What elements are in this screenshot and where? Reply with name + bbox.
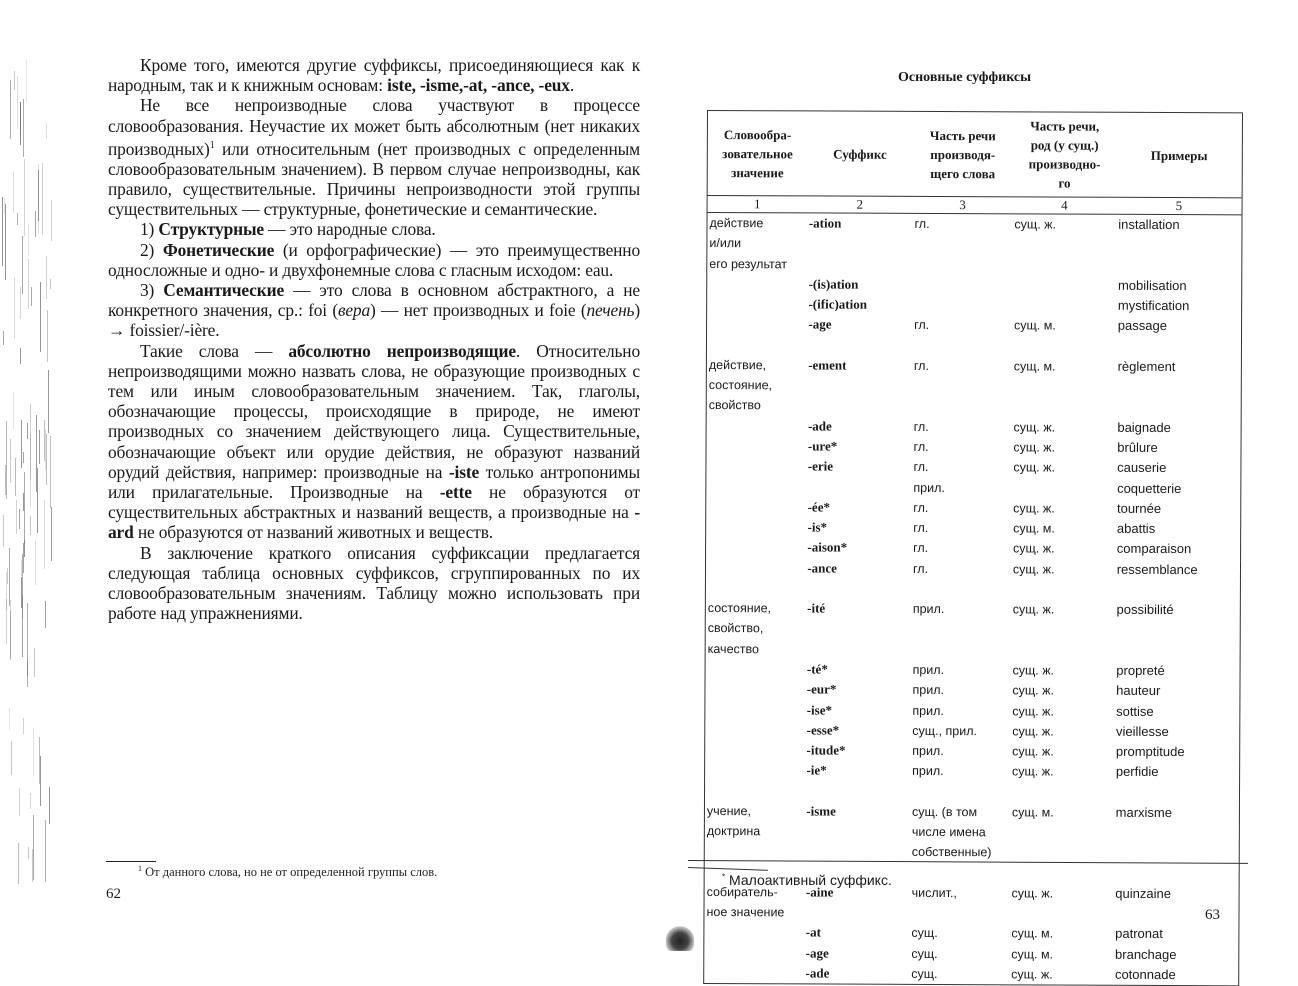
cell-suffix: -is* <box>805 518 911 539</box>
cell-pos: гл. <box>912 213 1012 275</box>
cell-suffix: -ée* <box>806 497 912 518</box>
cell-gender: сущ. ж. <box>1011 498 1115 519</box>
cell-gender: сущ. м. <box>1011 518 1115 539</box>
cell-example: causerie <box>1115 458 1241 479</box>
table-row <box>705 679 1240 702</box>
cell-suffix <box>806 477 912 498</box>
cell-meaning: состояние, свойство, качество <box>705 598 805 659</box>
cell-suffix: -ise* <box>805 700 911 721</box>
cell-meaning <box>705 740 805 761</box>
cell-suffix: -ation <box>807 213 913 275</box>
paragraph <box>108 280 640 341</box>
cell-meaning: учение, доктрина <box>704 801 804 862</box>
cell-gender: сущ. ж. <box>1009 964 1113 985</box>
cell-meaning <box>705 720 805 741</box>
cell-pos: гл. <box>911 498 1011 519</box>
cell-gender: сущ. м. <box>1012 356 1116 417</box>
text-segment: 1) <box>140 219 158 239</box>
text-segment: только антропонимы или прилагательные. Производные на <box>108 462 640 502</box>
table-row <box>707 274 1242 297</box>
text-segment: не образуются от существительных абстрактных и названий веществ, а производные на <box>108 482 640 522</box>
cell-suffix: -age <box>804 943 910 964</box>
asterisk-note-text: Малоактивный суффикс. <box>725 872 892 888</box>
cell-gender: сущ. ж. <box>1011 599 1115 660</box>
cell-example: vieillesse <box>1114 722 1240 743</box>
cell-suffix: -ade <box>806 416 912 437</box>
column-header: Часть речи, род (у сущ.) производно- го <box>1013 112 1117 197</box>
cell-suffix: -ure* <box>806 436 912 457</box>
cell-example: cotonnade <box>1113 965 1239 986</box>
cell-suffix: -ement <box>806 355 912 416</box>
suffix-table <box>703 110 1243 986</box>
cell-suffix: -eur* <box>805 680 911 701</box>
cell-pos: гл. <box>912 315 1012 336</box>
footnote-marker: 1 <box>138 864 142 873</box>
cell-example: coquetterie <box>1115 478 1241 499</box>
cell-pos: сущ. <box>909 964 1009 985</box>
cell-example: abattis <box>1115 519 1241 540</box>
cell-gender: сущ. ж. <box>1010 741 1114 762</box>
column-number: 3 <box>913 196 1013 213</box>
scan-smudge <box>666 926 694 951</box>
cell-suffix: -ade <box>804 963 910 984</box>
cell-meaning <box>707 274 807 295</box>
cell-meaning <box>704 963 804 984</box>
cell-gender: сущ. ж. <box>1011 559 1115 580</box>
column-number: 1 <box>707 196 807 213</box>
text-segment: не образуются от названий животных и веществ. <box>134 522 493 542</box>
cell-pos: гл. <box>911 559 1011 580</box>
table-header-row <box>707 111 1242 198</box>
cell-suffix: -esse* <box>805 720 911 741</box>
text-segment: . <box>570 75 574 95</box>
table-row <box>704 882 1239 925</box>
cell-gender: сущ. ж. <box>1011 417 1115 438</box>
cell-meaning: действие и/или его результат <box>707 213 807 275</box>
cell-pos: прил. <box>911 599 1011 660</box>
cell-suffix: -ité <box>805 598 911 659</box>
text-segment: Фонетические <box>163 240 274 260</box>
cell-gender: сущ. м. <box>1012 316 1116 337</box>
cell-example: installation <box>1116 214 1242 276</box>
table-row <box>706 497 1241 520</box>
column-header: Примеры <box>1116 112 1242 198</box>
cell-example: promptitude <box>1114 742 1240 763</box>
column-number: 5 <box>1116 197 1242 215</box>
table-row <box>706 416 1241 439</box>
group-spacer <box>705 578 1240 600</box>
text-segment: 3) <box>140 280 163 300</box>
cell-pos <box>912 275 1012 296</box>
cell-meaning: собиратель- ное значение <box>704 882 804 923</box>
text-segment: вера <box>338 300 370 320</box>
cell-pos: прил. <box>910 741 1010 762</box>
cell-pos: прил. <box>911 660 1011 681</box>
cell-meaning <box>706 517 806 538</box>
text-segment: Такие слова — <box>140 341 288 361</box>
text-segment: Не все непроизводные слова участвуют в процессе словообразования. Неучастие их может быть абсолютным (нет никаких производных) <box>108 95 640 158</box>
left-page-text <box>108 55 640 623</box>
cell-pos: гл. <box>912 417 1012 438</box>
cell-suffix: -té* <box>805 659 911 680</box>
text-segment: — это народные слова. <box>264 219 436 239</box>
cell-gender: сущ. ж. <box>1011 458 1115 479</box>
text-segment: Структурные <box>158 219 264 239</box>
cell-meaning <box>707 314 807 335</box>
cell-meaning <box>705 659 805 680</box>
cell-example: mobilisation <box>1116 276 1242 297</box>
cell-suffix: -erie <box>806 457 912 478</box>
text-segment: -iste <box>449 462 479 482</box>
cell-meaning <box>706 477 806 498</box>
table-row <box>704 942 1239 965</box>
table-row <box>705 760 1240 783</box>
table-row <box>707 294 1242 317</box>
cell-gender: сущ. ж. <box>1009 883 1113 924</box>
cell-gender: сущ. м. <box>1009 944 1113 965</box>
cell-example: brûlure <box>1115 438 1241 459</box>
cell-pos: сущ. (в том числе имена собственные) <box>910 802 1010 863</box>
asterisk-marker: * <box>722 872 725 881</box>
cell-meaning <box>705 558 805 579</box>
cell-example: règlement <box>1115 357 1241 418</box>
cell-meaning <box>706 537 806 558</box>
table-row <box>704 963 1239 986</box>
cell-example: comparaison <box>1115 539 1241 560</box>
cell-example: ressemblance <box>1115 560 1241 581</box>
scan-spine-shadow <box>0 0 60 951</box>
paragraph <box>108 55 640 95</box>
cell-pos: прил. <box>910 680 1010 701</box>
page-number-left: 62 <box>106 886 121 903</box>
cell-pos: гл. <box>911 457 1011 478</box>
cell-meaning: действие, состояние, свойство <box>706 355 806 416</box>
cell-gender: сущ. ж. <box>1011 539 1115 560</box>
table-title: Основные суффиксы <box>898 70 1031 86</box>
cell-example: hauteur <box>1114 681 1240 702</box>
paragraph <box>108 543 640 624</box>
paragraph <box>108 219 640 239</box>
cell-pos: сущ. <box>909 943 1009 964</box>
cell-example: baignade <box>1115 417 1241 438</box>
group-spacer <box>706 335 1241 357</box>
table-row <box>706 537 1241 560</box>
cell-gender <box>1012 275 1116 296</box>
table-body <box>704 213 1242 986</box>
cell-meaning <box>706 436 806 457</box>
text-segment: (и орфографические) — это преимущественно односложные и одно- и двухфонемные слова с гласным исходом: eau. <box>108 240 640 280</box>
column-number: 4 <box>1012 197 1116 214</box>
text-segment: В заключение краткого описания суффиксации предлагается следующая таблица основных суффиксов, сгруппированных по их словообразовательным значениям. Таблицу можно использовать при работе над упражнениями. <box>108 543 640 624</box>
paragraph <box>108 95 640 219</box>
cell-pos: прил. <box>910 700 1010 721</box>
cell-example: sottise <box>1114 701 1240 722</box>
text-segment: 2) <box>140 240 163 260</box>
cell-pos: числит., <box>909 883 1009 924</box>
suffix-table-container <box>703 110 1243 986</box>
table-row <box>705 558 1240 581</box>
table-row <box>704 801 1239 864</box>
cell-pos: гл. <box>912 437 1012 458</box>
cell-gender: сущ. м. <box>1010 802 1114 863</box>
cell-gender: сущ. м. <box>1009 924 1113 945</box>
paragraph <box>108 240 640 280</box>
table-row <box>706 456 1241 479</box>
cell-gender: сущ. ж. <box>1011 437 1115 458</box>
cell-pos: гл. <box>912 356 1012 417</box>
cell-example: mystification <box>1116 296 1242 317</box>
cell-meaning <box>705 700 805 721</box>
cell-example: possibilité <box>1114 600 1240 661</box>
text-segment: — это слова в основном абстрактного, а не конкретного значения, ср.: foi ( <box>108 280 640 320</box>
cell-example: passage <box>1116 316 1242 337</box>
footnote-text: От данного слова, но не от определенной группы слов. <box>142 865 437 879</box>
text-segment: абсолютно непроизводящие <box>288 341 516 361</box>
cell-gender: сущ. ж. <box>1010 660 1114 681</box>
cell-suffix: -ance <box>805 558 911 579</box>
cell-pos: гл. <box>911 538 1011 559</box>
text-segment: ) → foissier/-ière. <box>108 300 640 340</box>
table-row <box>706 355 1241 418</box>
cell-pos: гл. <box>911 518 1011 539</box>
page-number-right: 63 <box>1205 907 1220 924</box>
cell-meaning <box>705 760 805 781</box>
cell-gender <box>1012 296 1116 317</box>
table-row <box>704 922 1239 945</box>
cell-meaning <box>706 497 806 518</box>
table-row <box>707 213 1242 277</box>
table-row <box>706 477 1241 500</box>
cell-example: branchage <box>1113 944 1239 965</box>
table-row <box>707 314 1242 337</box>
cell-pos: прил. <box>911 477 1011 498</box>
cell-suffix: -aison* <box>805 538 911 559</box>
cell-example: quinzaine <box>1113 883 1239 924</box>
cell-example: patronat <box>1113 924 1239 945</box>
cell-suffix: -ie* <box>804 761 910 782</box>
column-header: Словообра- зовательное значение <box>707 111 807 196</box>
column-header: Суффикс <box>807 111 913 196</box>
text-segment: -ard <box>108 502 640 542</box>
cell-gender <box>1011 478 1115 499</box>
cell-gender: сущ. ж. <box>1010 762 1114 783</box>
cell-pos: сущ., прил. <box>910 721 1010 742</box>
cell-example: propreté <box>1114 661 1240 682</box>
cell-suffix: -(is)ation <box>807 274 913 295</box>
cell-meaning <box>707 294 807 315</box>
table-row <box>706 517 1241 540</box>
text-segment: печень <box>586 300 634 320</box>
cell-gender: сущ. ж. <box>1010 721 1114 742</box>
cell-meaning <box>704 922 804 943</box>
table-row <box>706 436 1241 459</box>
cell-suffix: -aine <box>804 882 910 923</box>
text-segment: или относительным (нет производных с определенным словообразовательным значением). В первом случае непроизводны, как правило, существительные. Причины непроизводности этой группы существительных — структурные, фонетические и семантические. <box>108 139 640 220</box>
paragraph <box>108 341 640 543</box>
cell-meaning <box>705 679 805 700</box>
text-segment: iste, -isme,-at, -ance, -eux <box>387 75 570 95</box>
group-spacer <box>704 781 1239 803</box>
cell-pos <box>912 295 1012 316</box>
cell-gender: сущ. ж. <box>1010 701 1114 722</box>
cell-gender: сущ. ж. <box>1010 681 1114 702</box>
table-row <box>705 659 1240 682</box>
cell-pos: сущ. <box>909 923 1009 944</box>
cell-meaning <box>706 416 806 437</box>
cell-suffix: -(ific)ation <box>806 295 912 316</box>
cell-suffix: -at <box>804 923 910 944</box>
cell-pos: прил. <box>910 761 1010 782</box>
text-segment: -ette <box>440 482 472 502</box>
cell-meaning <box>704 942 804 963</box>
cell-example: marxisme <box>1113 803 1239 864</box>
table-row <box>705 598 1240 661</box>
cell-suffix: -isme <box>804 801 910 862</box>
cell-example: perfidie <box>1114 762 1240 783</box>
text-segment: Кроме того, имеются другие суффиксы, присоединяющиеся как к народным, так и к книжным основам: <box>108 55 640 95</box>
table-row <box>705 740 1240 763</box>
cell-suffix: -itude* <box>805 741 911 762</box>
text-segment: Семантические <box>163 280 284 300</box>
cell-example: tournée <box>1115 499 1241 520</box>
cell-gender: сущ. ж. <box>1012 214 1116 276</box>
footnote-ref: 1 <box>210 140 215 151</box>
table-row <box>705 700 1240 723</box>
table-row <box>705 720 1240 743</box>
column-header: Часть речи производя- щего слова <box>913 111 1013 196</box>
text-segment: . Относительно непроизводящими можно назвать слова, не образующие производных с тем или иным словообразовательным значением. Так, глаголы, обозначающие процессы, происходящие в природе, не имеют производных со значением действующего лица. Существительные, обозначающие объект или орудие действия, не образуют названий орудий действия, например: производные на <box>108 341 640 482</box>
cell-suffix: -age <box>806 315 912 336</box>
text-segment: ) — нет производных и foie ( <box>370 300 586 320</box>
column-number: 2 <box>807 196 913 213</box>
footnote <box>138 864 437 880</box>
cell-meaning <box>706 456 806 477</box>
footnote-separator <box>106 861 156 862</box>
asterisk-note <box>722 872 892 888</box>
